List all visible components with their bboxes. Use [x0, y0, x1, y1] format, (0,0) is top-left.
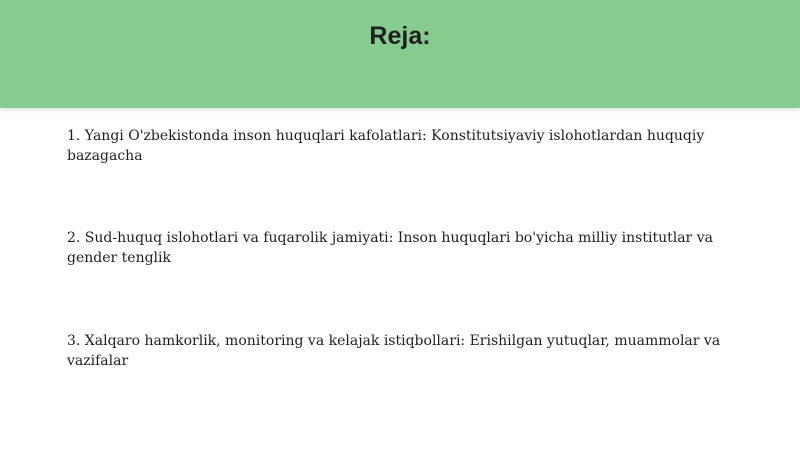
- plan-item-1: 1. Yangi O'zbekistonda inson huquqlari kafolatlari: Konstitutsiyaviy islohotlardan huquqiy bazagacha: [67, 128, 705, 164]
- title-banner: [0, 0, 800, 108]
- plan-item-3: 3. Xalqaro hamkorlik, monitoring va kelajak istiqbollari: Erishilgan yutuqlar, muammolar va vazifalar: [67, 333, 721, 369]
- plan-item-2: 2. Sud-huquq islohotlari va fuqarolik jamiyati: Inson huquqlari bo'yicha milliy institutlar va gender tenglik: [67, 230, 713, 266]
- slide-title: Reja:: [369, 22, 431, 50]
